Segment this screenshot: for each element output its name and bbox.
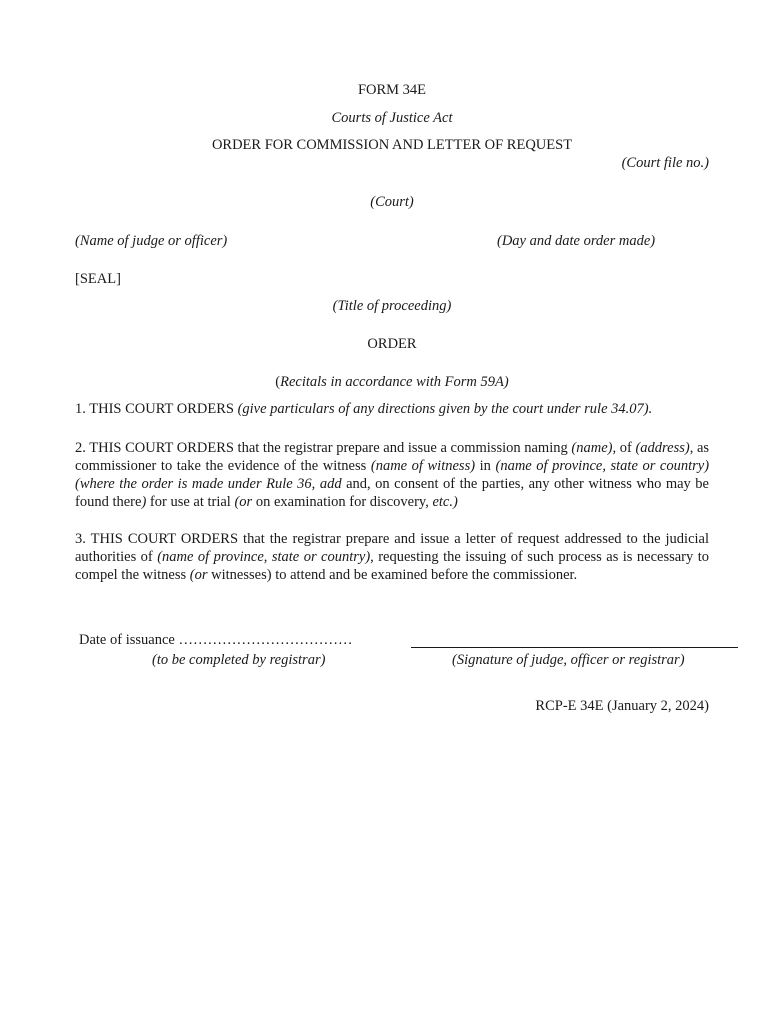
order-heading: ORDER xyxy=(367,336,417,352)
p2-italic-3: (name of witness) xyxy=(370,458,476,474)
p2-italic-7: etc.) xyxy=(432,494,458,510)
registrar-note: (to be completed by registrar) xyxy=(152,652,326,668)
p2-text-6: for use at trial xyxy=(149,494,231,510)
recitals-text: Recitals in accordance with Form 59A) xyxy=(280,374,509,390)
proceeding-title: (Title of proceeding) xyxy=(332,298,452,314)
p3-italic-2: (or xyxy=(189,567,208,583)
court-file-number: (Court file no.) xyxy=(621,155,709,171)
paragraph-3 xyxy=(75,530,709,584)
act-name: Courts of Justice Act xyxy=(331,110,453,126)
form-number: FORM 34E xyxy=(357,82,427,98)
paragraph-1 xyxy=(75,400,709,418)
p2-italic-4: (name of province, state or country) (where the order is made under Rule 36, add xyxy=(75,458,710,492)
p2-text-7: on examination for discovery, xyxy=(255,494,429,510)
p2-italic-2: (address) xyxy=(635,440,690,456)
p1-italic: (give particulars of any directions given by the court under rule 34.07). xyxy=(237,401,653,417)
date-of-issuance: Date of issuance ……………………………… xyxy=(79,632,353,648)
p2-text-3: , as commissioner to take the evidence of the witness xyxy=(75,440,710,474)
p3-text-3: witnesses) xyxy=(211,567,272,583)
p1-lead: 1. THIS COURT ORDERS xyxy=(75,401,234,417)
signature-line xyxy=(411,647,738,648)
recitals-open: ( xyxy=(275,374,281,390)
seal: [SEAL] xyxy=(75,271,121,287)
p3-text-2: , requesting the issuing of such process as is necessary to compel the witness xyxy=(75,549,709,583)
p2-italic-1: (name) xyxy=(571,440,613,456)
p3-text-4: to attend and be examined before the commissioner. xyxy=(275,567,578,583)
p2-text-4: in xyxy=(479,458,491,474)
p3-text-1: 3. THIS COURT ORDERS that the registrar prepare and issue a letter of request addressed to the judicial authorities of xyxy=(75,531,709,565)
form-title: ORDER FOR COMMISSION AND LETTER OF REQUEST xyxy=(211,137,573,153)
recitals xyxy=(0,373,770,391)
judge-name: (Name of judge or officer) xyxy=(75,233,228,249)
p3-italic-1: (name of province, state or country) xyxy=(157,549,371,565)
order-date: (Day and date order made) xyxy=(497,233,656,249)
p2-italic-5: ) xyxy=(141,494,147,510)
court-name: (Court) xyxy=(370,194,414,210)
p2-italic-6: (or xyxy=(234,494,253,510)
p2-text-1: 2. THIS COURT ORDERS that the registrar prepare and issue a commission naming xyxy=(75,440,568,456)
p2-text-5: and, on consent of the parties, any other witness who may be found there xyxy=(75,476,709,510)
paragraph-2 xyxy=(75,439,709,511)
p2-text-2: , of xyxy=(612,440,632,456)
revision-label: RCP-E 34E (January 2, 2024) xyxy=(535,698,709,714)
signature-note: (Signature of judge, officer or registrar) xyxy=(452,652,685,668)
